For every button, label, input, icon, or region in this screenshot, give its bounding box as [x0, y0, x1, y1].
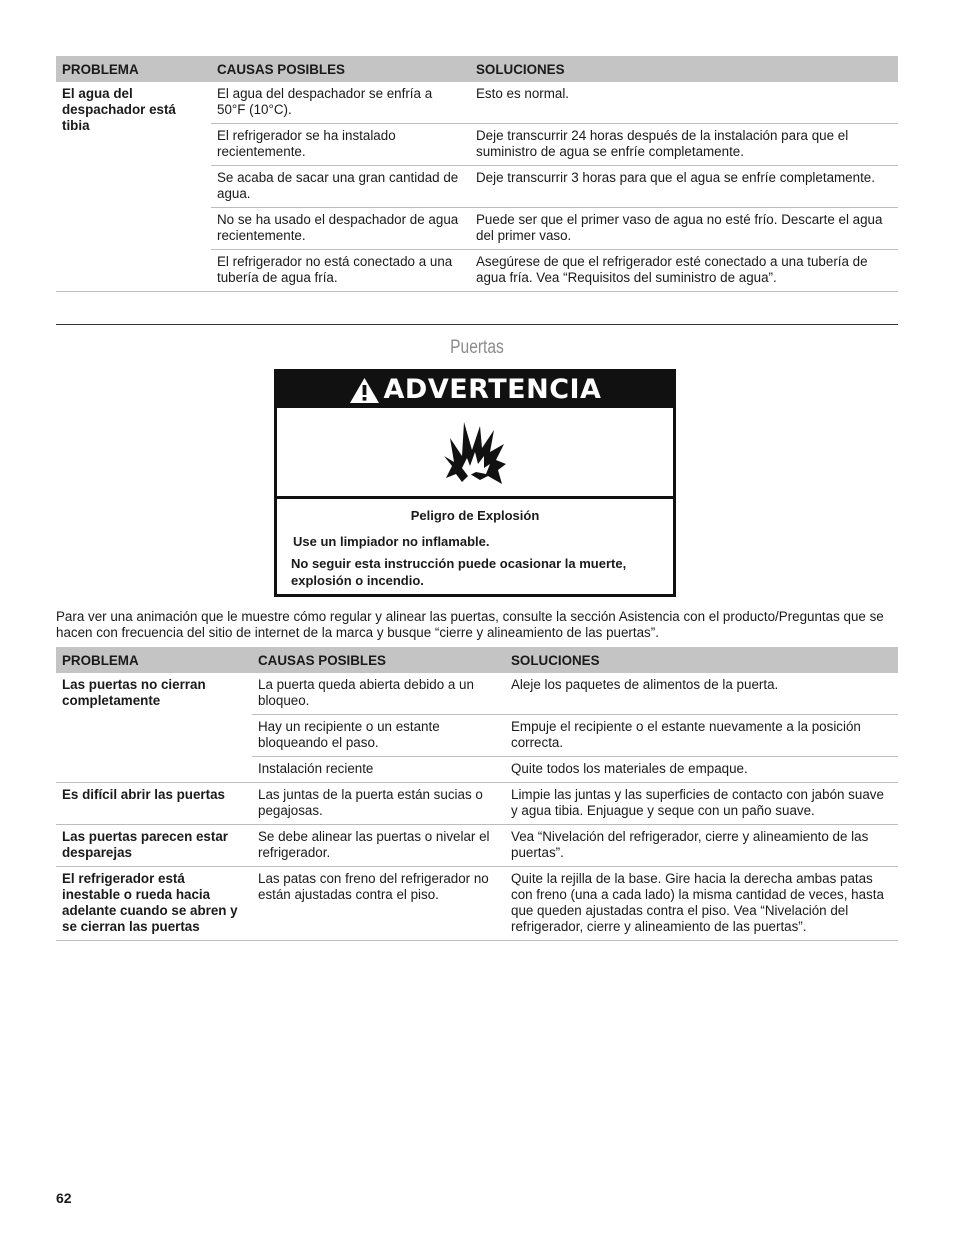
header-causas: CAUSAS POSIBLES — [211, 56, 470, 82]
cause-cell: Se debe alinear las puertas o nivelar el refrigerador. — [252, 825, 505, 867]
table-row — [56, 82, 898, 124]
solution-cell: Quite todos los materiales de empaque. — [505, 757, 898, 783]
warning-consequence: No seguir esta instrucción puede ocasionar la muerte, explosión o incendio. — [291, 556, 627, 588]
header-problema: PROBLEMA — [56, 56, 211, 82]
troubleshooting-table-doors — [56, 647, 898, 941]
problem-cell: El agua del despachador está tibia — [56, 82, 211, 292]
solution-cell: Asegúrese de que el refrigerador esté conectado a una tubería de agua fría. Vea “Requisitos del suministro de agua”. — [470, 250, 898, 292]
table-row — [56, 825, 898, 867]
section-divider — [56, 324, 898, 325]
solution-cell: Aleje los paquetes de alimentos de la puerta. — [505, 673, 898, 715]
cause-cell: Las patas con freno del refrigerador no están ajustadas contra el piso. — [252, 867, 505, 941]
page-number: 62 — [56, 1190, 72, 1206]
header-causas: CAUSAS POSIBLES — [252, 647, 505, 673]
warning-body — [277, 499, 673, 589]
problem-cell: El refrigerador está inestable o rueda hacia adelante cuando se abren y se cierran las puertas — [56, 867, 252, 941]
warning-symbol-area — [277, 408, 673, 499]
header-soluciones: SOLUCIONES — [470, 56, 898, 82]
troubleshooting-table-water — [56, 56, 898, 292]
cause-cell: Las juntas de la puerta están sucias o pegajosas. — [252, 783, 505, 825]
table-row — [56, 783, 898, 825]
solution-cell: Puede ser que el primer vaso de agua no esté frío. Descarte el agua del primer vaso. — [470, 208, 898, 250]
problem-cell: Es difícil abrir las puertas — [56, 783, 252, 825]
explosion-icon — [440, 418, 510, 486]
solution-cell: Quite la rejilla de la base. Gire hacia la derecha ambas patas con freno (una a cada lado) la misma cantidad de veces, hasta que queden ajustadas contra el piso. Vea “Nivelación del refrigerador, cierre y alineamiento de las puertas”. — [505, 867, 898, 941]
solution-cell: Esto es normal. — [470, 82, 898, 124]
cause-cell: No se ha usado el despachador de agua recientemente. — [211, 208, 470, 250]
warning-triangle-icon — [349, 377, 380, 404]
warning-header — [277, 372, 673, 408]
warning-instruction: Use un limpiador no inflamable. — [293, 534, 490, 549]
table-header-row — [56, 647, 898, 673]
cause-cell: La puerta queda abierta debido a un bloqueo. — [252, 673, 505, 715]
header-soluciones: SOLUCIONES — [505, 647, 898, 673]
warning-box — [274, 369, 676, 597]
cause-cell: El refrigerador se ha instalado recientemente. — [211, 124, 470, 166]
warning-header-text: ADVERTENCIA — [383, 374, 602, 405]
solution-cell: Limpie las juntas y las superficies de contacto con jabón suave y agua tibia. Enjuague y seque con un paño suave. — [505, 783, 898, 825]
table-row — [56, 867, 898, 941]
solution-cell: Empuje el recipiente o el estante nuevamente a la posición correcta. — [505, 715, 898, 757]
cause-cell: El refrigerador no está conectado a una tubería de agua fría. — [211, 250, 470, 292]
solution-cell: Deje transcurrir 3 horas para que el agua se enfríe completamente. — [470, 166, 898, 208]
cause-cell: Hay un recipiente o un estante bloqueando el paso. — [252, 715, 505, 757]
cause-cell: El agua del despachador se enfría a 50°F (10°C). — [211, 82, 470, 124]
solution-cell: Deje transcurrir 24 horas después de la instalación para que el suministro de agua se enfríe completamente. — [470, 124, 898, 166]
problem-cell: Las puertas no cierran completamente — [56, 673, 252, 783]
warning-title: Peligro de Explosión — [410, 508, 540, 523]
table-header-row — [56, 56, 898, 82]
cause-cell: Se acaba de sacar una gran cantidad de agua. — [211, 166, 470, 208]
intro-paragraph: Para ver una animación que le muestre cómo regular y alinear las puertas, consulte la sección Asistencia con el producto/Preguntas que se hacen con frecuencia del sitio de internet de la marca y busque “cierre y alineamiento de las puertas”. — [56, 609, 884, 640]
table-row — [56, 673, 898, 715]
cause-cell: Instalación reciente — [252, 757, 505, 783]
problem-cell: Las puertas parecen estar desparejas — [56, 825, 252, 867]
section-title: Puertas — [450, 337, 504, 358]
header-problema: PROBLEMA — [56, 647, 252, 673]
solution-cell: Vea “Nivelación del refrigerador, cierre y alineamiento de las puertas”. — [505, 825, 898, 867]
